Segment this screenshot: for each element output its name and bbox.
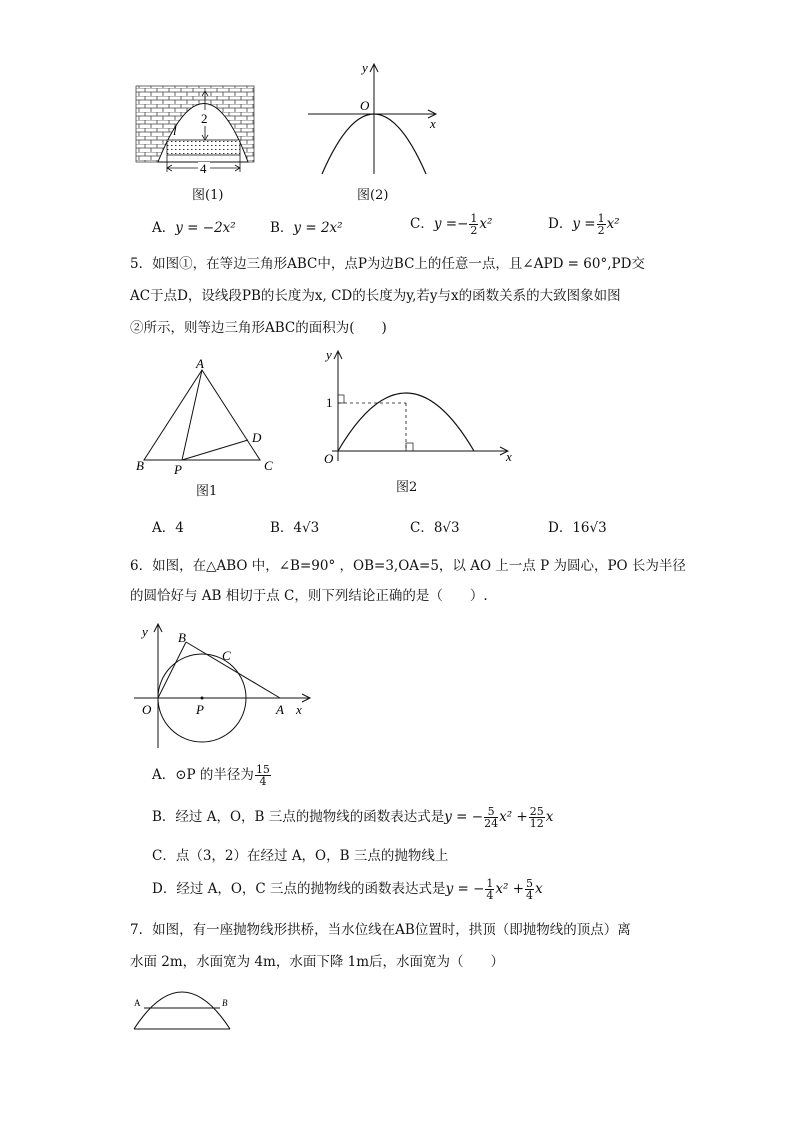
q6-fig-y-label: y — [142, 624, 148, 639]
q4-fig2-y-label: y — [362, 60, 368, 75]
q4-option-d-num: 1 — [597, 212, 605, 225]
q4-option-c[interactable] — [410, 213, 492, 236]
q6-fig-c-label: C — [222, 648, 231, 663]
q4-fig2-o-label: O — [360, 98, 370, 113]
q6-option-b-num-2: 25 — [529, 805, 544, 818]
q5-option-a[interactable] — [152, 518, 184, 538]
q6-option-c[interactable] — [152, 846, 448, 866]
q4-option-b-label: B． — [270, 220, 294, 236]
q6-fig-x-label: x — [296, 702, 302, 717]
q5-fig2-one-label: 1 — [326, 395, 333, 410]
q4-option-b[interactable] — [270, 218, 343, 238]
q5-fig1-label-p: P — [174, 462, 182, 477]
q6-option-b-fraction-2 — [529, 806, 545, 829]
q6-option-b-den-1: 24 — [484, 817, 499, 830]
q6-option-b-fraction-1 — [484, 806, 498, 829]
q6-option-d-prefix: y = − — [445, 881, 485, 897]
q4-option-a-label: A． — [152, 220, 176, 236]
q5-option-b[interactable] — [270, 518, 319, 538]
q6-option-d-num-2: 5 — [526, 877, 534, 890]
q4-option-c-suffix: x² — [479, 216, 493, 232]
q7-stem-line-1: 7．如图，有一座抛物线形拱桥，当水位线在AB位置时，拱顶（即抛物线的顶点）离 — [130, 922, 631, 938]
q4-figure-1 — [130, 80, 260, 180]
q5-option-d[interactable] — [548, 518, 607, 538]
q6-option-a-den: 4 — [259, 775, 267, 788]
q6-option-b-num-1: 5 — [484, 806, 498, 818]
q5-option-c-label: C． — [410, 520, 434, 536]
q4-option-d-prefix: y = — [572, 216, 596, 232]
q4-option-c-label: C． — [410, 216, 434, 232]
q4-option-c-fraction — [469, 213, 478, 236]
q5-fig1-label-a: A — [196, 356, 204, 371]
q4-fig2-x-label: x — [430, 116, 436, 131]
q6-option-d-num-1: 1 — [486, 877, 494, 890]
q6-option-d-label: D． — [152, 881, 177, 897]
q4-fig1-caption: 图(1) — [192, 188, 224, 203]
q5-fig1-label-d: D — [252, 430, 262, 445]
q6-option-d-suffix: x — [535, 881, 543, 897]
q5-option-b-label: B． — [270, 520, 294, 536]
q6-option-b-prefix: y = − — [444, 809, 484, 825]
q6-option-d-text: 经过 A，O，C 三点的抛物线的函数表达式是 — [176, 881, 446, 897]
q6-option-b-text: 经过 A，O，B 三点的抛物线的函数表达式是 — [175, 809, 445, 825]
q6-fig-p-label: P — [196, 702, 204, 717]
q6-option-a-fraction — [255, 764, 271, 787]
q5-option-d-label: D． — [548, 520, 573, 536]
q5-fig2-y-label: y — [326, 347, 332, 362]
q4-option-c-prefix: y =− — [433, 216, 469, 232]
q6-option-d-mid: x² + — [495, 881, 525, 897]
q6-option-d-fraction-1 — [485, 878, 494, 901]
q5-figure-2 — [320, 345, 520, 465]
q5-fig1-label-c: C — [264, 458, 273, 473]
q4-figure-2 — [300, 58, 450, 178]
q5-fig1-caption: 图1 — [196, 484, 218, 499]
q6-option-d-fraction-2 — [525, 878, 534, 901]
q5-stem-line-2: AC于点D，设线段PB的长度为x, CD的长度为y,若y与x的函数关系的大致图象如图 — [130, 288, 621, 304]
q6-option-d-den-1: 4 — [486, 889, 494, 902]
q5-fig2-x-label: x — [506, 449, 512, 464]
q5-stem-line-1: 5．如图①，在等边三角形ABC中，点P为边BC上的任意一点，且∠APD = 60°,PD交 — [130, 256, 645, 272]
q6-figure — [130, 620, 320, 750]
q4-fig1-height-label: 2 — [201, 111, 208, 126]
q7-fig-a-label: A — [134, 998, 141, 1008]
q7-fig-b-label: B — [222, 998, 228, 1008]
q5-fig2-caption: 图2 — [396, 480, 418, 495]
q6-option-d[interactable] — [152, 878, 543, 901]
q4-option-a[interactable] — [152, 218, 236, 238]
q4-option-b-text: y = 2x² — [293, 220, 343, 236]
q6-option-b[interactable] — [152, 806, 553, 829]
q4-fig2-caption: 图(2) — [357, 188, 389, 203]
q7-stem-line-2: 水面 2m，水面宽为 4m，水面下降 1m后，水面宽为（ ） — [130, 954, 505, 970]
q6-option-c-text: 点（3，2）在经过 A，O，B 三点的抛物线上 — [175, 848, 449, 864]
q6-option-a-text: ⊙P 的半径为 — [175, 767, 254, 783]
q5-option-d-text: 16√3 — [572, 520, 607, 536]
q6-fig-o-label: O — [142, 702, 152, 717]
q6-option-b-label: B． — [152, 809, 176, 825]
q5-fig2-o-label: O — [324, 451, 334, 465]
q5-figure-1 — [130, 350, 290, 480]
q6-stem-line-1: 6．如图，在△ABO 中，∠B=90° ，OB=3,OA=5，以 AO 上一点 P 为圆心，PO 长为半径 — [130, 558, 686, 574]
q4-fig1-l-label: l — [173, 123, 177, 138]
q5-stem-line-3: ②所示，则等边三角形ABC的面积为( ) — [130, 320, 387, 336]
q7-bridge-figure — [130, 975, 240, 1035]
q6-option-a[interactable] — [152, 764, 272, 787]
q5-option-c[interactable] — [410, 518, 460, 538]
q6-option-b-den-2: 12 — [529, 817, 544, 830]
q6-option-a-label: A． — [152, 767, 176, 783]
q5-option-a-text: 4 — [175, 520, 184, 536]
q5-fig1-label-b: B — [136, 458, 144, 473]
q5-option-a-label: A． — [152, 520, 176, 536]
q6-option-b-mid: x² + — [499, 809, 528, 825]
q4-option-c-num: 1 — [470, 212, 478, 225]
q4-option-d-den: 2 — [597, 224, 605, 237]
q4-option-d-suffix: x² — [606, 216, 620, 232]
q5-option-c-text: 8√3 — [433, 520, 460, 536]
q6-option-b-suffix: x — [545, 809, 554, 825]
q6-fig-b-label: B — [178, 630, 186, 645]
q4-option-d-label: D． — [548, 216, 573, 232]
q6-option-c-label: C． — [152, 848, 176, 864]
q4-option-a-text: y = −2x² — [175, 220, 236, 236]
q6-stem-line-2: 的圆恰好与 AB 相切于点 C，则下列结论正确的是（ ）. — [130, 588, 488, 604]
q6-fig-a-label: A — [276, 702, 284, 717]
q4-option-d-fraction — [597, 213, 606, 236]
q4-option-c-den: 2 — [470, 224, 478, 237]
q4-option-d[interactable] — [548, 213, 620, 236]
q6-option-d-den-2: 4 — [526, 889, 534, 902]
q5-option-b-text: 4√3 — [293, 520, 320, 536]
q4-fig1-width-label: 4 — [200, 161, 207, 176]
q6-option-a-num: 15 — [255, 763, 270, 776]
